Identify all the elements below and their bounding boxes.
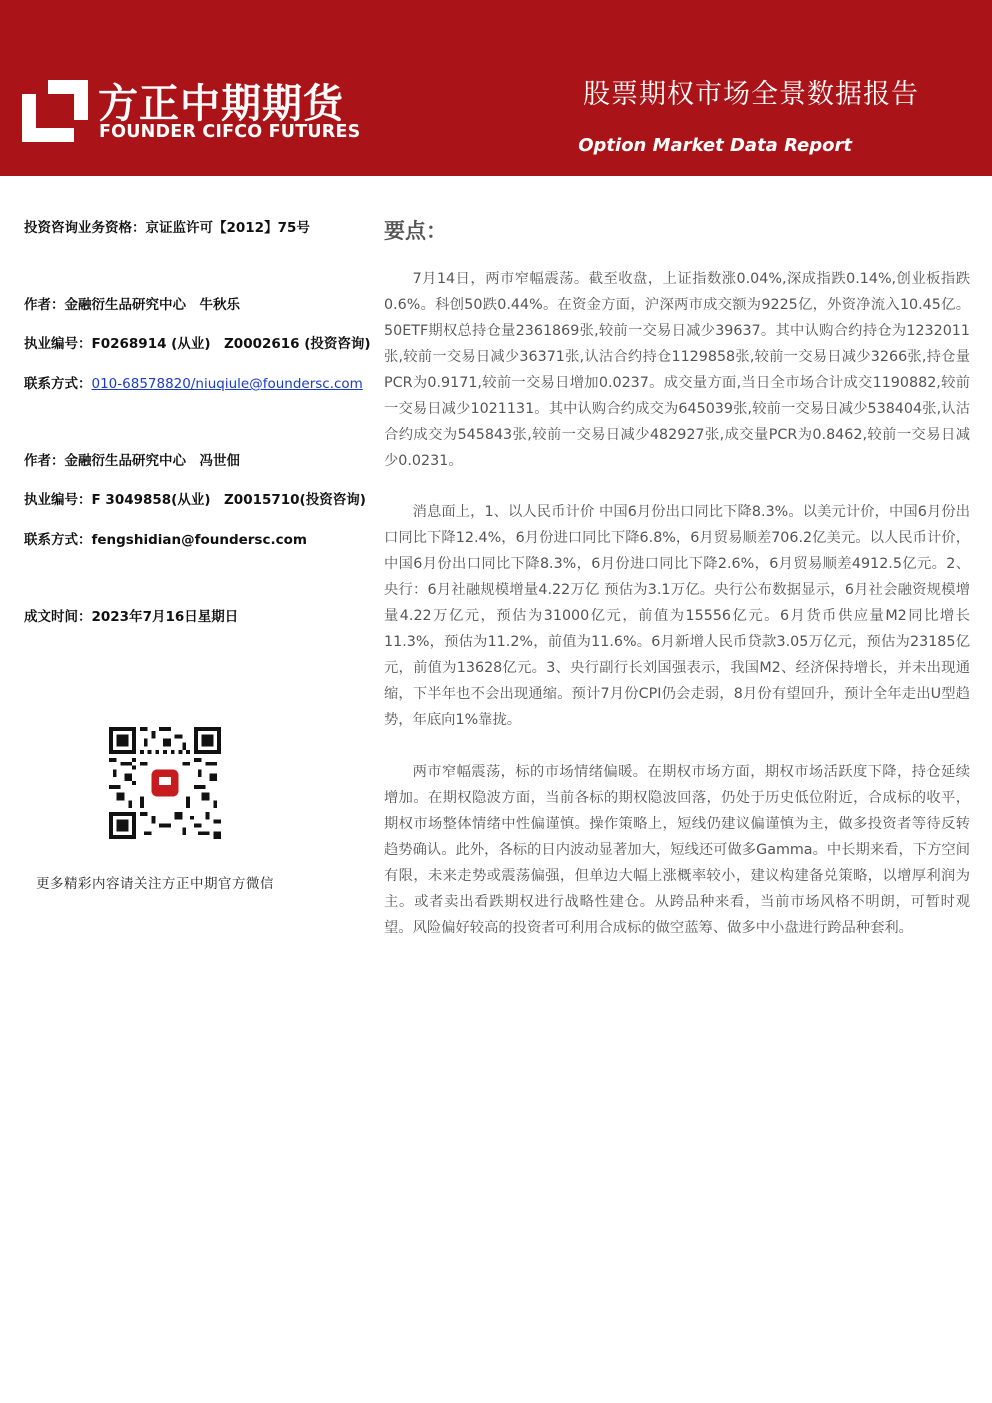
report-date: 成文时间：2023年7月16日星期日 [24,609,239,625]
author-2: 作者：金融衍生品研究中心 冯世佃 [24,453,240,469]
report-subtitle: Option Market Data Report [578,135,852,156]
contact-label: 联系方式： [24,376,92,392]
founder-logo-icon [22,80,88,142]
paragraph-market-summary: 7月14日，两市窄幅震荡。截至收盘，上证指数涨0.04%,深成指跌0.14%,创业板指跌0.6%。科创50跌0.44%。在资金方面，沪深两市成交额为9225亿，外资净流入10.45亿。50ETF期权总持仓量2361869张,较前一交易日减少39637。其中认购合约持仓为1232011张,较前一交易日减少36371张,认沽合约持仓1129858张,较前一交易日减少3266张,持仓量PCR为0.9171,较前一交易日增加0.0237。成交量方面,当日全市场合计成交1190882,较前一交易日减少1021131。其中认购合约成交为645039张,较前一交易日减少538404张,认沽合约成交为545843张,较前一交易日减少482927张,成交量PCR为0.8462,较前一交易日减少0.0231。 [384,271,970,469]
company-name-en: FOUNDER CIFCO FUTURES [99,122,361,142]
paragraph-strategy: 两市窄幅震荡，标的市场情绪偏暖。在期权市场方面，期权市场活跃度下降，持仓延续增加。在期权隐波方面，当前各标的期权隐波回落，仍处于历史低位附近，合成标的收平，期权市场整体情绪中性偏谨慎。操作策略上，短线仍建议偏谨慎为主，做多投资者等待反转趋势确认。此外，各标的日内波动显著加大，短线还可做多Gamma。中长期来看，下方空间有限，未来走势或震荡偏强，但单边大幅上涨概率较小，建议构建备兑策略，以增厚利润为主。或者卖出看跌期权进行战略性建仓。从跨品种来看，当前市场风格不明朗，可暂时观望。风险偏好较高的投资者可利用合成标的做空蓝筹、做多中小盘进行跨品种套利。 [384,764,970,936]
author-1-license: 执业编号：F0268914 (从业) Z0002616 (投资咨询) [24,336,371,352]
company-name-cn: 方正中期期货 [98,81,344,127]
report-title: 股票期权市场全景数据报告 [583,79,919,110]
author-2-license: 执业编号：F 3049858(从业) Z0015710(投资咨询) [24,492,366,508]
report-header [0,0,992,176]
qr-caption: 更多精彩内容请关注方正中期官方微信 [36,876,274,892]
author-1-contact-link[interactable]: 010-68578820/niuqiule@foundersc.com [91,376,363,392]
wechat-qr-code-icon[interactable] [109,727,221,839]
key-points-heading: 要点： [384,219,447,243]
author-2-contact: 联系方式：fengshidian@foundersc.com [24,532,307,548]
author-1-contact [24,372,363,392]
qualification: 投资咨询业务资格：京证监许可【2012】75号 [24,220,310,236]
paragraph-news: 消息面上，1、以人民币计价 中国6月份出口同比下降8.3%。以美元计价，中国6月份出口同比下降12.4%，6月份进口同比下降6.8%，6月贸易顺差706.2亿美元。以人民币计价，中国6月份出口同比下降8.3%，6月份进口同比下降2.6%，6月贸易顺差4912.5亿元。2、央行：6月社融规模增量4.22万亿 预估为3.1万亿。央行公布数据显示，6月社会融资规模增量4.22万亿元，预估为31000亿元，前值为15556亿元。6月货币供应量M2同比增长11.3%，预估为11.2%，前值为11.6%。6月新增人民币贷款3.05万亿元，预估为23185亿元，前值为13628亿元。3、央行副行长刘国强表示，我国M2、经济保持增长，并未出现通缩，下半年也不会出现通缩。预计7月份CPI仍会走弱，8月份有望回升，预计全年走出U型趋势，年底向1%靠拢。 [384,504,970,728]
author-1: 作者：金融衍生品研究中心 牛秋乐 [24,297,240,313]
